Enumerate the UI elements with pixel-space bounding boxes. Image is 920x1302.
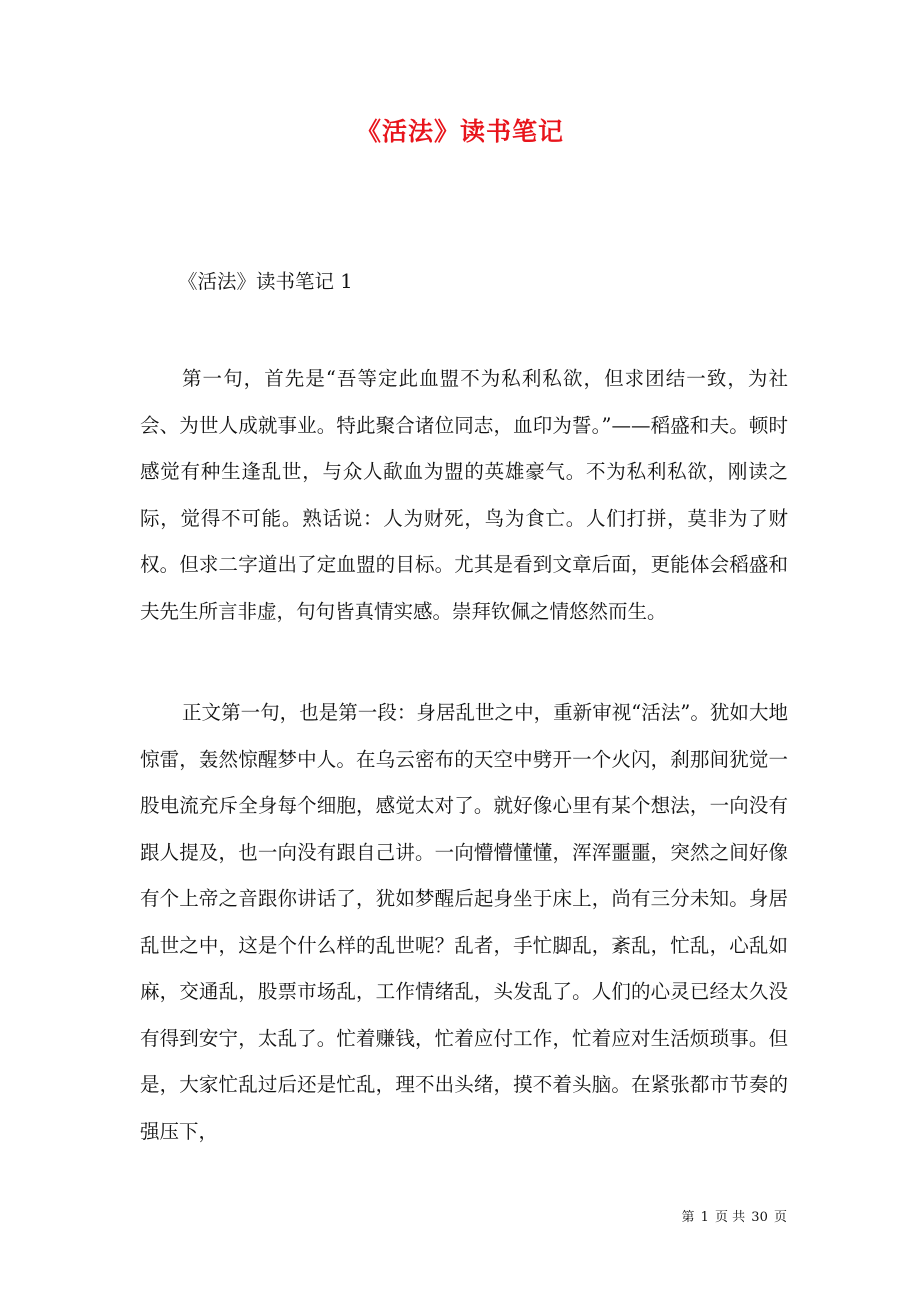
body-paragraph-1: 第一句，首先是“吾等定此血盟不为私利私欲，但求团结一致，为社会、为世人成就事业。特此聚合诸位同志，血印为誓。”——稻盛和夫。顿时感觉有种生逢乱世，与众人歃血为盟的英雄豪气。不为私利私欲，刚读之际，觉得不可能。熟话说：人为财死，鸟为食亡。人们打拼，莫非为了财权。但求二字道出了定血盟的目标。尤其是看到文章后面，更能体会稻盛和夫先生所言非虚，句句皆真情实感。崇拜钦佩之情悠然而生。: [140, 367, 788, 623]
document-title: 《活法》读书笔记: [355, 117, 564, 146]
body-paragraph-2: 正文第一句，也是第一段：身居乱世之中，重新审视“活法”。犹如大地惊雷，轰然惊醒梦中人。在乌云密布的天空中劈开一个火闪，刹那间犹觉一股电流充斥全身每个细胞，感觉太对了。就好像心里有某个想法，一向没有跟人提及，也一向没有跟自己讲。一向懵懵懂懂，浑浑噩噩，突然之间好像有个上帝之音跟你讲话了，犹如梦醒后起身坐于床上，尚有三分未知。身居乱世之中，这是个什么样的乱世呢？乱者，手忙脚乱，紊乱，忙乱，心乱如麻，交通乱，股票市场乱，工作情绪乱，头发乱了。人们的心灵已经太久没有得到安宁，太乱了。忙着赚钱，忙着应付工作，忙着应对生活烦琐事。但是，大家忙乱过后还是忙乱，理不出头绪，摸不着头脑。在紧张都市节奏的强压下，: [140, 701, 788, 1143]
section-heading: 《活法》读书笔记 1: [178, 270, 353, 293]
footer-page-prefix: 第: [681, 1210, 695, 1225]
page-footer: [0, 1208, 788, 1228]
footer-page-suffix: 页: [773, 1210, 787, 1225]
footer-total-pages: 30: [751, 1210, 768, 1225]
footer-page-mid: 页 共: [715, 1210, 746, 1225]
footer-current-page: 1: [700, 1210, 709, 1225]
